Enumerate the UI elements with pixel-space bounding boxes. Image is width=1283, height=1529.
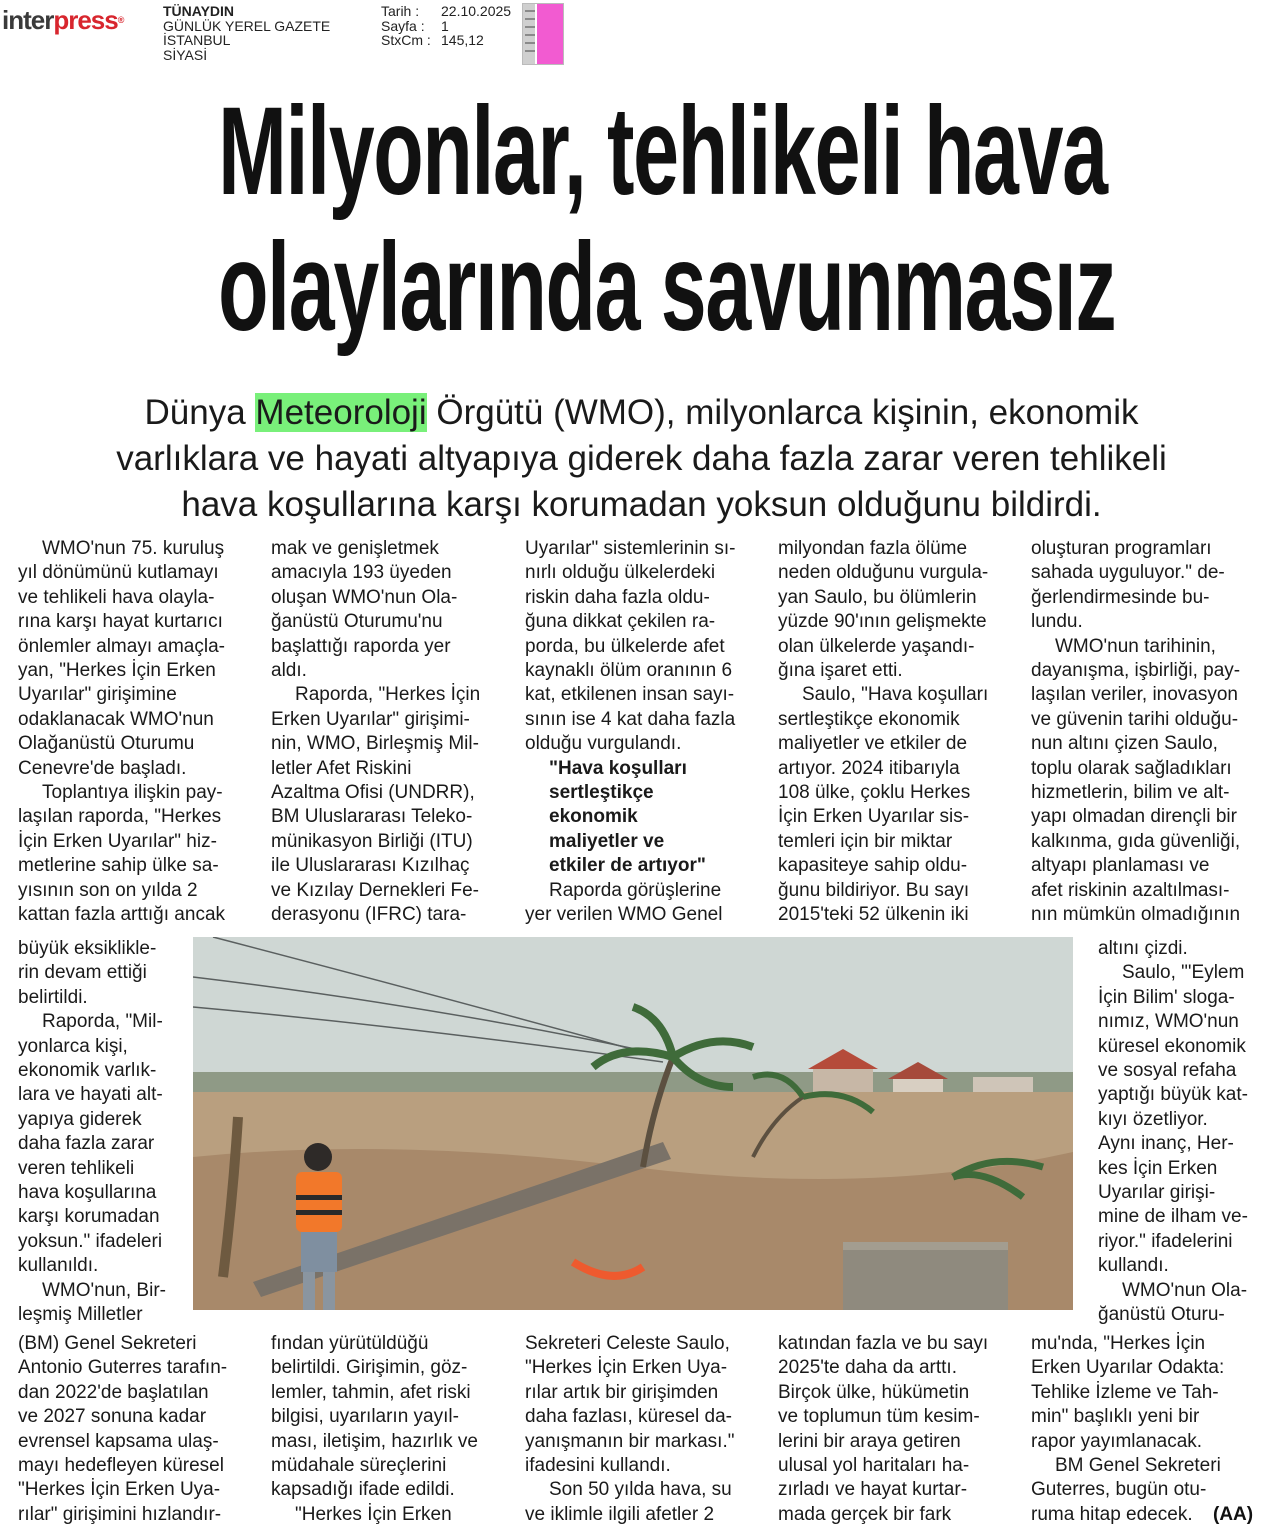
article-deck: Dünya Meteoroloji Örgütü (WMO), milyonlarca kişinin, ekonomik varlıklara ve hayati altyapıya giderek daha fazla zarar veren tehlikeli hava koşullarına karşı korumadan yoksun olduğunu bildirdi. — [116, 393, 1167, 524]
text-line: oluşan WMO'nun Ola- — [271, 586, 458, 608]
subheading — [525, 757, 761, 879]
column-2-top — [271, 537, 507, 928]
text-line: Azaltma Ofisi (UNDRR), — [271, 782, 475, 804]
text-line: kaynaklı ölüm oranının 6 — [525, 660, 733, 682]
text-line: yaptığı büyük kat- — [1098, 1084, 1248, 1106]
text-line: yan Saulo, bu ölümlerin — [778, 586, 977, 608]
text-line: İçin Erken Uyarılar" hiz- — [18, 830, 217, 852]
text-line: belirtildi. — [18, 986, 88, 1008]
text-line: temleri için bir miktar — [778, 830, 953, 852]
text-line: lerini bir araya getiren — [778, 1430, 961, 1452]
text-line: odaklanacak WMO'nun — [18, 708, 214, 730]
text-line: derasyonu (IFRC) tara- — [271, 904, 467, 926]
text-line: Aynı inanç, Her- — [1098, 1133, 1234, 1155]
text-line: katından fazla ve bu sayı — [778, 1333, 989, 1354]
text-line: nırlı olduğu ülkelerdeki — [525, 562, 716, 584]
text-line: ve 2027 sonuna kadar — [18, 1406, 207, 1428]
text-line: hava koşullarına — [18, 1182, 157, 1204]
text-line: kullandı. — [1098, 1255, 1169, 1277]
text-line: kattan fazla arttığı ancak — [18, 904, 226, 926]
text-line: (BM) Genel Sekreteri — [18, 1333, 197, 1354]
text-line: lara ve hayati alt- — [18, 1084, 163, 1106]
text-line: olduğu vurgulandı. — [525, 733, 682, 755]
text-line: rapor yayımlanacak. — [1031, 1430, 1203, 1452]
text-line: laşılan veriler, inovasyon — [1031, 684, 1238, 706]
text-line: karşı korumadan — [18, 1206, 160, 1228]
column-1-top — [18, 537, 254, 928]
text-line: yapı olmadan dirençli bir — [1031, 806, 1237, 828]
text-line: fından yürütüldüğü — [271, 1333, 429, 1354]
text-line: müdahale süreçlerini — [271, 1455, 447, 1477]
text-line: ekonomik varlık- — [18, 1060, 157, 1082]
text-line: bilgisi, uyarıların yayıl- — [271, 1406, 459, 1428]
text-line: ğunu bildiriyor. Bu sayı — [778, 879, 970, 901]
text-line: Birçok ülke, hükümetin — [778, 1381, 970, 1403]
text-line: kıyı özetliyor. — [1098, 1108, 1208, 1130]
text-line: yanışmanın bir markası." — [525, 1430, 735, 1452]
text-line: mada gerçek bir fark — [778, 1503, 952, 1525]
text-line: Uyarılar girişi- — [1098, 1182, 1216, 1204]
text-line: Uyarılar" sistemlerinin sı- — [525, 538, 736, 559]
text-line: altyapı planlaması ve — [1031, 855, 1210, 877]
text-line: ğanüstü Oturumu'nu — [271, 611, 443, 633]
text-line: Tehlike İzleme ve Tah- — [1031, 1381, 1219, 1403]
publication-type: GÜNLÜK YEREL GAZETE — [163, 17, 331, 34]
text-line: laşılan raporda, "Herkes — [18, 806, 222, 828]
text-line: lemler, tahmin, afet riski — [271, 1381, 471, 1403]
text-line: ğerlendirmesinde bu- — [1031, 586, 1210, 608]
text-line: mak ve genişletmek — [271, 538, 439, 559]
text-line: mine de ilham ve- — [1098, 1206, 1248, 1228]
text-line: riyor." ifadelerini — [1098, 1230, 1233, 1252]
text-line: maliyetler ve — [549, 830, 665, 852]
column-3-top — [525, 537, 761, 928]
text-line: WMO'nun tarihinin, — [1055, 635, 1216, 657]
text-line: "Herkes İçin Erken Uya- — [525, 1357, 728, 1379]
text-line: evrensel kapsama ulaş- — [18, 1430, 219, 1452]
text-line: Raporda görüşlerine — [549, 879, 722, 901]
interpress-logo: interpress® — [2, 5, 124, 35]
date-value: 22.10.2025 — [441, 3, 512, 19]
text-line: küresel ekonomik — [1098, 1035, 1246, 1057]
text-line: daha fazlası, küresel da- — [525, 1406, 733, 1428]
text-line: Erken Uyarılar Odakta: — [1031, 1357, 1225, 1379]
column-1-bottom — [18, 1332, 254, 1527]
text-line: WMO'nun, Bir- — [42, 1279, 166, 1301]
text-line: yonlarca kişi, — [18, 1035, 128, 1057]
size-value: 145,12 — [441, 32, 484, 48]
text-line: 2025'te daha da arttı. — [778, 1357, 957, 1379]
text-line: Raporda, "Mil- — [42, 1011, 163, 1033]
publication-name: TÜNAYDIN — [163, 3, 235, 19]
text-line: büyük eksiklikle- — [18, 938, 157, 959]
page-value: 1 — [441, 17, 449, 34]
text-line: münikasyon Birliği (ITU) — [271, 830, 473, 852]
text-line: Saulo, "'Eylem — [1122, 962, 1245, 984]
text-line: ve güvenin tarihi olduğu- — [1031, 708, 1239, 730]
text-line: Uyarılar" girişimine — [18, 684, 177, 706]
clipping-details — [381, 4, 511, 48]
text-line: WMO'nun Ola- — [1122, 1279, 1248, 1301]
text-line: ve sosyal refaha — [1098, 1060, 1237, 1082]
text-line: kes İçin Erken — [1098, 1157, 1218, 1179]
text-line: "Hava koşulları — [549, 757, 687, 779]
text-line: leşmiş Milletler — [18, 1304, 143, 1326]
text-line: yan, "Herkes İçin Erken — [18, 660, 216, 682]
text-line: veren tehlikeli — [18, 1157, 135, 1179]
page-label: Sayfa : — [381, 17, 425, 34]
flood-scene-illustration — [193, 937, 1073, 1310]
text-line: sertleştikçe ekonomik — [778, 708, 960, 730]
text-line: daha fazla zarar — [18, 1133, 155, 1155]
column-2-bottom — [271, 1332, 507, 1527]
text-line: "Herkes İçin Erken — [295, 1503, 452, 1525]
text-line: afet riskinin azaltılması- — [1031, 879, 1230, 901]
text-line: milyondan fazla ölüme — [778, 538, 968, 559]
text-line: riskin daha fazla oldu- — [525, 586, 710, 608]
text-line: zırladı ve hayat kurtar- — [778, 1479, 968, 1501]
text-line: yapıya giderek — [18, 1108, 142, 1130]
text-line: ve toplumun tüm kesim- — [778, 1406, 980, 1428]
text-line: Saulo, "Hava koşulları — [802, 684, 989, 706]
text-line: ile Uluslararası Kızılhaç — [271, 855, 470, 877]
text-line: yoksun." ifadeleri — [18, 1230, 163, 1252]
text-line: sahada uyguluyor." de- — [1031, 562, 1225, 584]
text-line: mayı hedefleyen küresel — [18, 1455, 224, 1477]
text-line: 108 ülke, çoklu Herkes — [778, 782, 971, 804]
flood-photo — [193, 937, 1073, 1310]
text-line: yüzde 90'ının gelişmekte — [778, 611, 987, 633]
text-line: sertleştikçe — [549, 782, 654, 804]
text-line: letler Afet Riskini — [271, 757, 412, 779]
text-line: ruma hitap edecek. — [1031, 1503, 1193, 1525]
page-thumbnail — [522, 3, 564, 65]
byline: (AA) — [1213, 1504, 1254, 1525]
text-line: rin devam ettiği — [18, 962, 147, 984]
text-line: metlerine sahip ülke sa- — [18, 855, 219, 877]
text-line: Cenevre'de başladı. — [18, 757, 187, 779]
text-line: hizmetlerin, bilim ve alt- — [1031, 782, 1230, 804]
text-line: BM Genel Sekreteri — [1055, 1455, 1221, 1477]
clipping-source-info — [163, 4, 330, 62]
text-line: Erken Uyarılar" girişimi- — [271, 708, 470, 730]
text-line: yıl dönümünü kutlamayı — [18, 562, 219, 584]
text-line: ması, iletişim, hazırlık ve — [271, 1430, 478, 1452]
highlighted-keyword: Meteoroloji — [255, 393, 427, 432]
text-line: nın mümkün olmadığının — [1031, 904, 1241, 926]
text-line: porda, bu ülkelerde afet — [525, 635, 725, 657]
text-line: artıyor. 2024 itibarıyla — [778, 757, 960, 779]
column-4-top — [778, 537, 1014, 928]
text-line: WMO'nun 75. kuruluş — [42, 538, 225, 559]
column-1-wrap — [18, 937, 178, 1328]
text-line: belirtildi. Girişimin, göz- — [271, 1357, 468, 1379]
text-line: aldı. — [271, 660, 307, 682]
text-line: önlemler almayı amaçla- — [18, 635, 225, 657]
text-line: ğanüstü Oturu- — [1098, 1304, 1225, 1326]
size-label: StxCm : — [381, 32, 431, 48]
text-line: Son 50 yılda hava, su — [549, 1479, 732, 1501]
text-line: kapsadığı ifade edildi. — [271, 1479, 455, 1501]
text-line: toplu olarak sağladıkları — [1031, 757, 1232, 779]
text-line: lundu. — [1031, 611, 1083, 633]
text-line: nin, WMO, Birleşmiş Mil- — [271, 733, 479, 755]
date-label: Tarih : — [381, 3, 420, 19]
text-line: neden olduğunu vurgula- — [778, 562, 989, 584]
text-line: nımız, WMO'nun — [1098, 1011, 1239, 1033]
text-line: yer verilen WMO Genel — [525, 904, 723, 926]
headline-line-1: Milyonlar, tehlikeli hava — [218, 82, 1107, 221]
text-line: "Herkes İçin Erken Uya- — [18, 1479, 221, 1501]
text-line: ekonomik — [549, 806, 638, 828]
text-line: kalkınma, gıda güvenliği, — [1031, 830, 1241, 852]
text-line: Sekreteri Celeste Saulo, — [525, 1333, 730, 1354]
column-3-bottom — [525, 1332, 761, 1527]
text-line: İçin Bilim' sloga- — [1098, 986, 1235, 1008]
text-line: kullanıldı. — [18, 1255, 99, 1277]
column-4-bottom — [778, 1332, 1014, 1527]
publication-section: SİYASİ — [163, 46, 208, 63]
text-line: kat, etkilenen insan sayı- — [525, 684, 735, 706]
text-line: oluşturan programları — [1031, 538, 1212, 559]
text-line: maliyetler ve etkiler de — [778, 733, 968, 755]
text-line: Toplantıya ilişkin pay- — [42, 782, 223, 804]
column-5-bottom — [1031, 1332, 1267, 1527]
publication-city: İSTANBUL — [163, 32, 231, 48]
text-line: ulusal yol haritaları ha- — [778, 1455, 970, 1477]
text-line: ifadesini kullandı. — [525, 1455, 671, 1477]
column-5-top — [1031, 537, 1267, 928]
text-line: etkiler de artıyor" — [549, 855, 706, 877]
text-line: Guterres, bugün otu- — [1031, 1479, 1207, 1501]
text-line: dan 2022'de başlatılan — [18, 1381, 209, 1403]
text-line: ve tehlikeli hava olayla- — [18, 586, 215, 608]
text-line: rılar artık bir girişimden — [525, 1381, 719, 1403]
article-headline — [0, 84, 1283, 356]
column-5-wrap — [1098, 937, 1268, 1328]
text-line: mu'nda, "Herkes İçin — [1031, 1333, 1206, 1354]
text-line: sının ise 4 kat daha fazla — [525, 708, 736, 730]
text-line: rına karşı hayat kurtarıcı — [18, 611, 223, 633]
text-line: olan ülkelerde yaşandı- — [778, 635, 975, 657]
text-line: Olağanüstü Oturumu — [18, 733, 195, 755]
text-line: dayanışma, işbirliği, pay- — [1031, 660, 1241, 682]
headline-line-2: olaylarında savunmasız — [218, 218, 1116, 357]
text-line: altını çizdi. — [1098, 938, 1188, 959]
text-line: 2015'teki 52 ülkenin iki — [778, 904, 969, 926]
text-line: Raporda, "Herkes İçin — [295, 684, 481, 706]
text-line: amacıyla 193 üyeden — [271, 562, 452, 584]
text-line: rılar" girişimini hızlandır- — [18, 1503, 222, 1525]
text-line: nun altını çizen Saulo, — [1031, 733, 1218, 755]
text-line: Antonio Guterres tarafın- — [18, 1357, 228, 1379]
text-line: kapasiteye sahip oldu- — [778, 855, 968, 877]
text-line: min" başlıklı yeni bir — [1031, 1406, 1200, 1428]
text-line: başlattığı raporda yer — [271, 635, 451, 657]
text-line: yısının son on yılda 2 — [18, 879, 198, 901]
text-line: ve Kızılay Dernekleri Fe- — [271, 879, 480, 901]
text-line: BM Uluslararası Teleko- — [271, 806, 473, 828]
text-line: ğuna dikkat çekilen ra- — [525, 611, 716, 633]
text-line: ve iklimle ilgili afetler 2 — [525, 1503, 715, 1525]
text-line: İçin Erken Uyarılar sis- — [778, 806, 970, 828]
text-line: ğına işaret etti. — [778, 660, 903, 682]
